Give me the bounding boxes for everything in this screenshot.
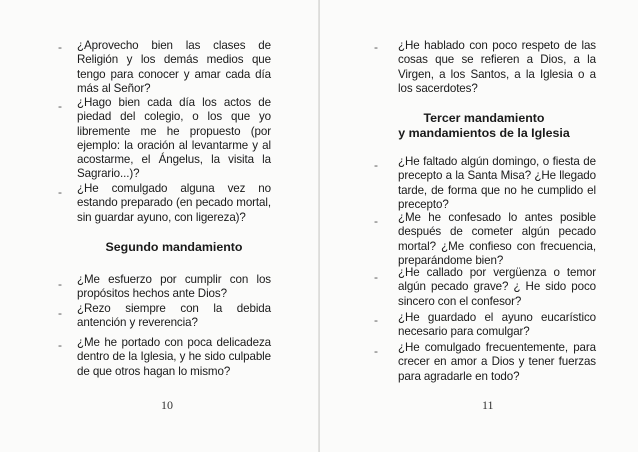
section-heading-line1: Tercer mandamiento [423,111,545,125]
item-dash: - [58,277,62,291]
item-text: ¿He hablado con poco respeto de las cosas que se refieren a Dios, a la Virgen, a los Santos, a la Iglesia o a los sacerdotes? [398,39,596,95]
item-dash: - [374,344,378,358]
item-dash: - [58,40,62,54]
item-text: ¿He faltado algún domingo, o fiesta de precepto a la Santa Misa? ¿He llegado tarde, de forma que no he cumplido el precepto? [398,155,596,211]
item-text: ¿Me he confesado lo antes posible después de cometer algún pecado mortal? ¿Me confieso con frecuencia, preparándome bien? [398,211,596,267]
item-dash: - [374,313,378,327]
item-dash: - [374,270,378,284]
left-page [0,0,318,452]
item-dash: - [58,306,62,320]
item-text: ¿He comulgado alguna vez no estando preparado (en pecado mortal, sin guardar ayuno, con ligereza)? [77,182,271,224]
item-text: ¿Hago bien cada día los actos de piedad del colegio, o los que yo libremente me he propuesto (por ejemplo: la oración al levantarme y al acostarme, el Ángelus, la visita la Sagrario...)? [77,96,271,181]
section-heading-line2: y mandamientos de la Iglesia [398,126,570,140]
item-dash: - [374,158,378,172]
item-text: ¿He guardado el ayuno eucarístico necesario para comulgar? [398,311,596,339]
right-page [320,0,638,452]
item-text: ¿He callado por vergüenza o temor algún pecado grave? ¿ He sido poco sincero con el confesor? [398,266,596,308]
item-text: ¿Aprovecho bien las clases de Religión y los demás medios que tengo para conocer y amar cada día más al Señor? [77,39,271,95]
item-dash: - [374,214,378,228]
item-text: ¿Me he portado con poca delicadeza dentro de la Iglesia, y he sido culpable de que otros hagan lo mismo? [77,336,271,378]
item-dash: - [374,40,378,54]
item-text: ¿Rezo siempre con la debida antención y reverencia? [77,302,271,330]
item-text: ¿He comulgado frecuentemente, para crecer en amor a Dios y tener fuerzas para agradarle en todo? [398,341,596,383]
item-text: ¿Me esfuerzo por cumplir con los propósitos hechos ante Dios? [77,273,271,301]
item-dash: - [58,185,62,199]
section-heading [384,111,584,141]
page-number: 10 [161,398,173,412]
page-number: 11 [482,398,494,412]
item-dash: - [58,338,62,352]
item-dash: - [58,99,62,113]
section-heading: Segundo mandamiento [105,240,243,254]
